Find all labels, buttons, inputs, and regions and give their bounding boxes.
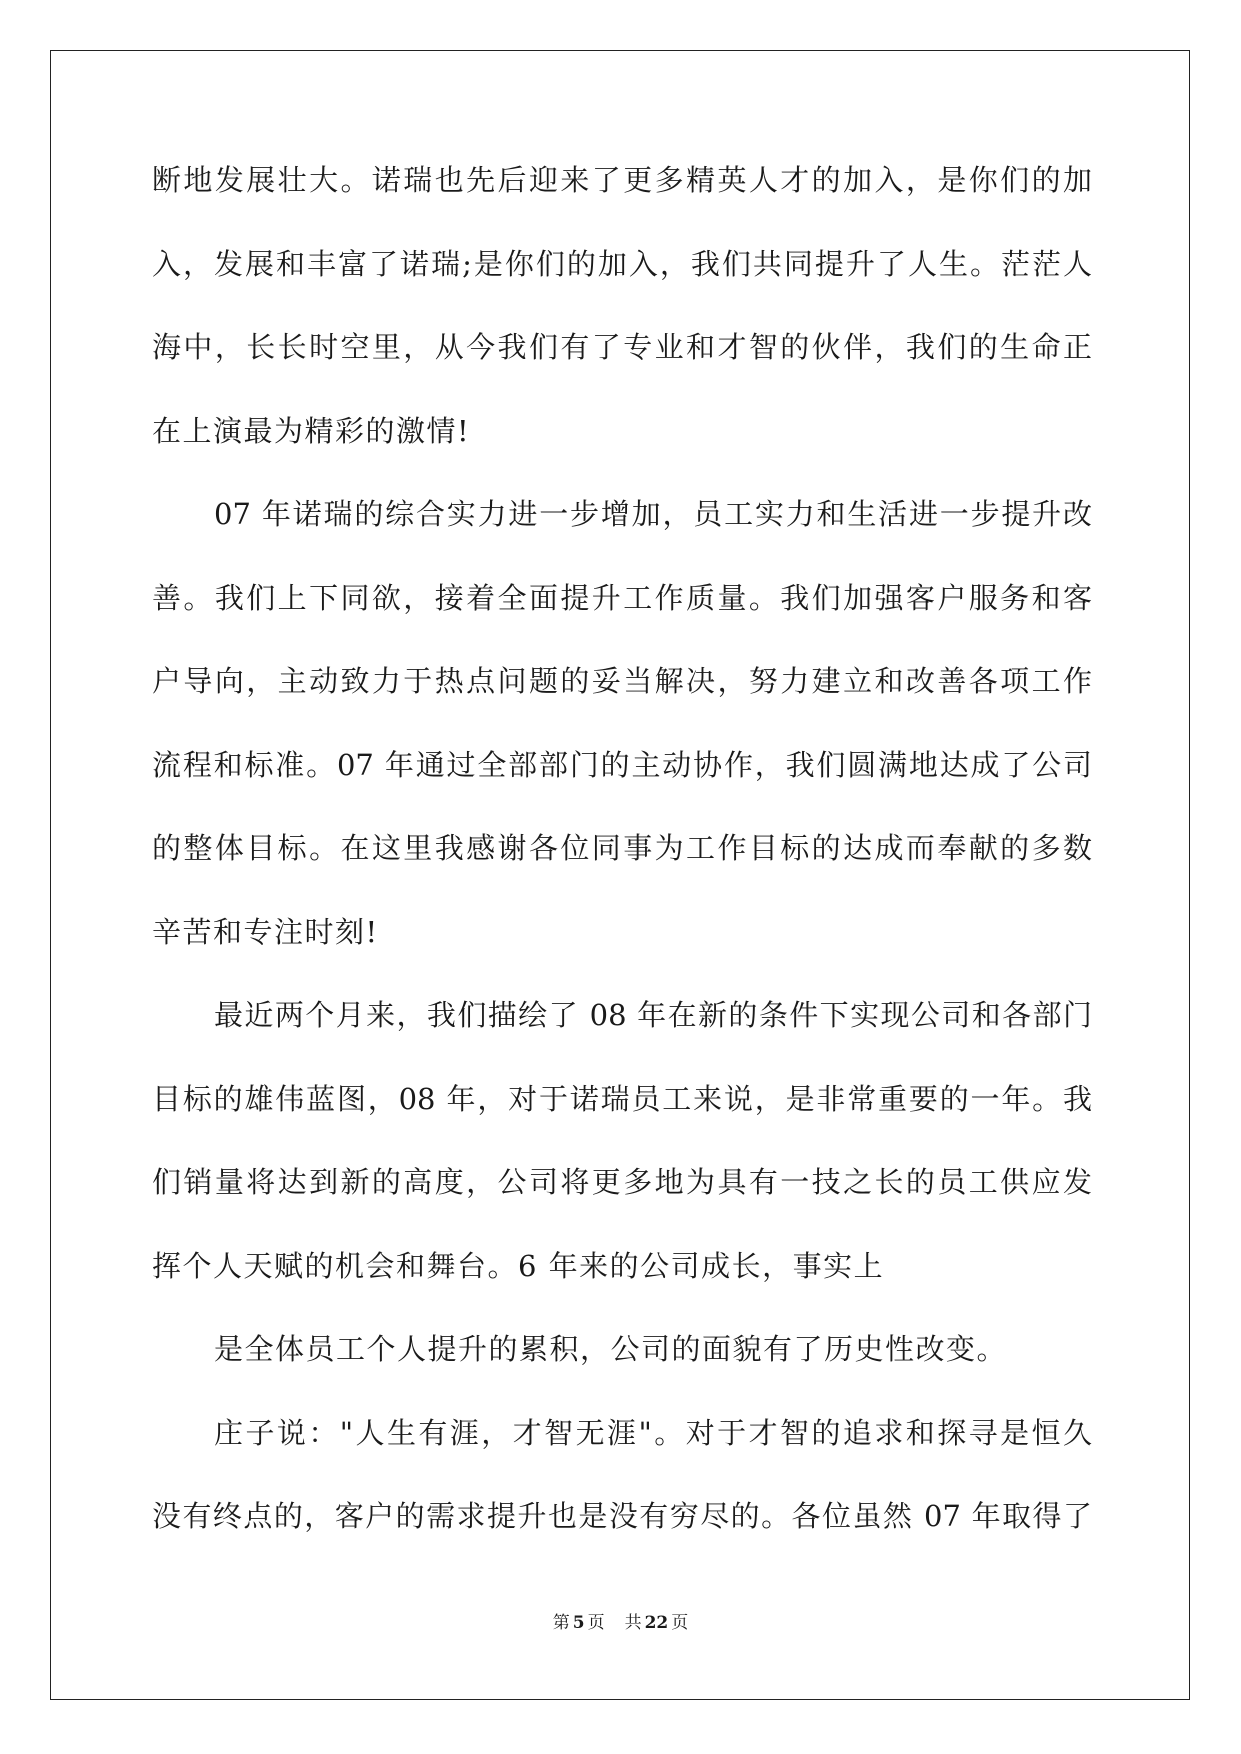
footer-total-unit: 页 [671,1613,689,1633]
page-number: 5 [572,1613,585,1633]
text-line: 庄子说："人生有涯，才智无涯"。对于才智的追求和探寻是恒久 [214,1415,1092,1450]
footer-page-unit: 页 [587,1613,605,1633]
text-line: 没有终点的，客户的需求提升也是没有穷尽的。各位虽然 07 年取得了 [152,1499,1092,1533]
page-footer [0,1608,1241,1633]
text-line: 入，发展和丰富了诺瑞;是你们的加入，我们共同提升了人生。茫茫人 [152,246,1092,281]
text-line: 07 年诺瑞的综合实力进一步增加，员工实力和生活进一步提升改 [214,497,1092,531]
text-line: 辛苦和专注时刻! [152,914,379,949]
document-body [152,165,1092,1585]
text-line: 最近两个月来，我们描绘了 08 年在新的条件下实现公司和各部门 [214,998,1092,1032]
total-pages: 22 [644,1613,669,1633]
text-line: 流程和标准。07 年通过全部部门的主动协作，我们圆满地达成了公司 [152,747,1092,782]
text-line: 户导向，主动致力于热点问题的妥当解决，努力建立和改善各项工作 [152,664,1092,698]
text-line: 善。我们上下同欲，接着全面提升工作质量。我们加强客户服务和客 [152,580,1092,615]
footer-prefix: 第 [552,1613,570,1633]
text-line: 的整体目标。在这里我感谢各位同事为工作目标的达成而奉献的多数 [152,831,1092,865]
text-line: 是全体员工个人提升的累积，公司的面貌有了历史性改变。 [214,1332,1008,1366]
footer-total-prefix: 共 [624,1613,642,1633]
text-line: 目标的雄伟蓝图，08 年，对于诺瑞员工来说，是非常重要的一年。我 [152,1081,1092,1116]
text-line: 挥个人天赋的机会和舞台。6 年来的公司成长，事实上 [152,1248,885,1283]
text-line: 海中，长长时空里，从今我们有了专业和才智的伙伴，我们的生命正 [152,330,1092,364]
text-line: 在上演最为精彩的激情! [152,413,471,448]
text-line: 断地发展壮大。诺瑞也先后迎来了更多精英人才的加入，是你们的加 [152,163,1092,197]
text-line: 们销量将达到新的高度，公司将更多地为具有一技之长的员工供应发 [152,1165,1092,1199]
